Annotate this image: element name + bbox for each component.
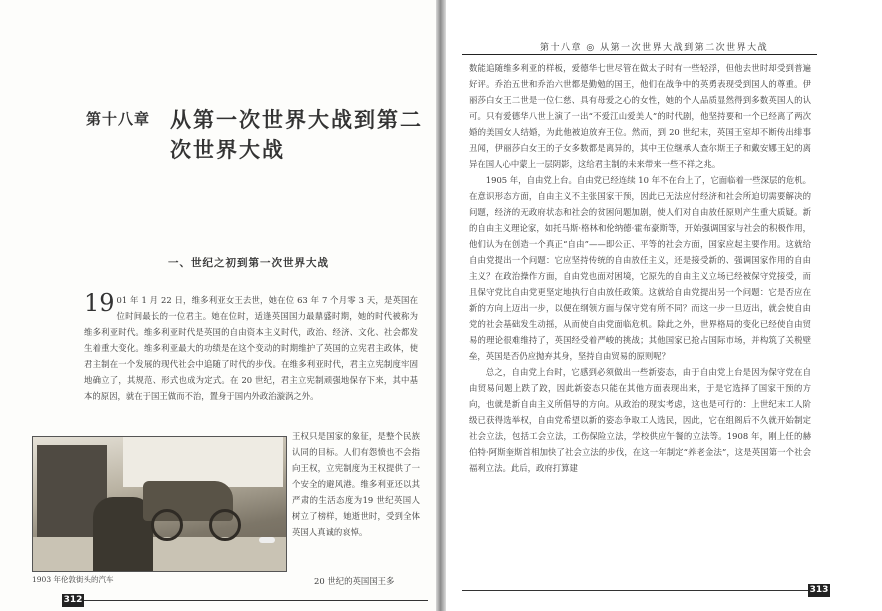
paragraph: 数能追随维多利亚的样板，爱德华七世尽管在做太子时有一些轻浮，但他去世时却受到普遍好评。乔治五世和乔治六世都是勤勉的国王，他们在战争中的英勇表现受到国人的尊重。伊丽莎白女王二世是一位仁慈、具有母爱之心的女性，她的个人品质显然得到多数英国人的认可。只有爱德华八世上演了一出“不爱江山爱美人”的时代剧，他坚持要和一个已经离了两次婚的美国女人结婚，为此他被迫放弃王位。然而，到 20 世纪末，英国王室却不断传出绯事丑闻，伊丽莎白女王的子女多数都是离异的，其中王位继承人查尔斯王子和戴安娜王妃的离异在国人心中蒙上一层阴影，这给君主制的未来带来一些不祥之兆。 <box>469 63 811 169</box>
chapter-title-line2: 次世界大战 <box>170 138 285 162</box>
beside-figure-text: 王权只是国家的象征，是整个民族认同的目标。人们有怨愤也不会指向王权，立宪制度为王权提供了一个安全的避风港。维多利亚还以其严肃的生活态度为19 世纪英国人树立了榜样，她逝世时，受到全体英国人真诚的哀悼。 <box>292 431 420 537</box>
header-rule <box>462 54 817 55</box>
paragraph: 总之，自由党上台时，它感到必须做出一些新姿态，由于自由党上台是因为保守党在自由贸易问题上跌了跤，因此新姿态只能在其他方面表现出来，于是它选择了国家干预的方向，也就是新自由主义所倡导的方向。从政治的现实考虑，这也是可行的：上世纪末工人阶级已获得选举权，自由党希望以新的姿态争取工人选民，因此，它在组阁后不久就开始制定社会立法，包括工会立法，工伤保险立法，学校供应午餐的立法等。1908 年，刚上任的赫伯特·阿斯奎斯首相加快了社会立法的步伐，在这一年制定“养老金法”，这是英国第一个社会福利立法。此后，政府打算建 <box>469 367 811 473</box>
right-body <box>469 60 811 476</box>
continuation-line: 20 世纪的英国国王多 <box>314 576 395 586</box>
page-number: 312 <box>63 595 83 605</box>
chapter-title-line1: 从第一次世界大战到第二 <box>170 108 423 132</box>
figure-caption: 1903 年伦敦街头的汽车 <box>32 575 114 584</box>
running-head: 第十八章 ◎ 从第一次世界大战到第二次世界大战 <box>540 43 769 53</box>
page-number: 313 <box>809 585 829 595</box>
chapter-number: 第十八章 <box>86 110 151 128</box>
paragraph: 1905 年，自由党上台。自由党已经连续 10 年不在台上了，它面临着一些深层的危机。在意识形态方面，自由主义不主张国家干预，因此已无法应付经济和社会所迫切需要解决的问题，经济的无政府状态和社会的贫困问题加剧，使人们对自由放任原则产生重大质疑。新的自由主义理论家，如托马斯·格林和伦纳德·霍布豪斯等，开始强调国家与社会的积极作用，他们认为在创造一个真正“自由”——即公正、平等的社会方面，国家应起主要作用。这就给自由党提出一个问题：它应坚持传统的自由放任主义，还是接受新的、强调国家作用的自由主义？在政治操作方面，自由党也面对困境，它原先的自由主义立场已经被保守党接受，而且保守党比自由党更坚定地执行自由放任政策。这就给自由党提出另一个问题：它是否应在新的方向上迈出一步，以便在纲领方面与保守党有所不同？而这一步一旦迈出，就会使自由党的社会基础发生动摇，从而使自由党面临危机。除此之外，世界格局的变化已经使自由贸易的理论很难维持了，英国经受着严峻的挑战；其他国家已抢占国际市场，并构筑了关税壁垒，英国是否仍应抛弃其身，坚持自由贸易的原则呢？ <box>469 175 811 361</box>
section-title: 一、世纪之初到第一次世界大战 <box>168 257 329 269</box>
intro-text: 01 年 1 月 22 日，维多利亚女王去世，她在位 63 年 7 个月零 3 天，是英国在位时间最长的一位君主。她在位时，适逢英国国力最鼎盛时期，她的时代被称为维多利亚时代。维多利亚时代是英国的自由资本主义时代，政治、经济、文化、社会都发生着重大变化。维多利亚最大的功绩是在这个变动的时期维护了英国的立宪君主政体，使君主制在一个发展的现代社会中追随了时代的步伐。在维多利亚时代，君主立宪制度牢固地确立了，其规范、形式也成为定式。在 20 世纪，君主立宪制顽强地保存下来，其中基本的原因，就在于国王做而不治，置身于国内外政治漩涡之外。 <box>84 295 418 401</box>
footer-rule <box>462 590 808 591</box>
drop-cap: 19 <box>84 289 115 317</box>
